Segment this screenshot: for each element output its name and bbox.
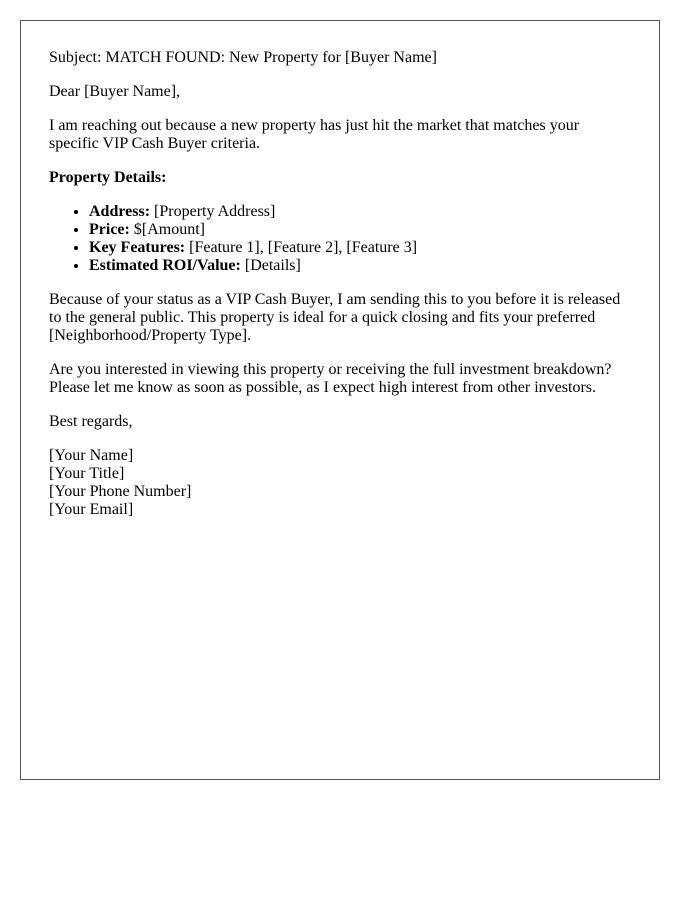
- detail-value: [Property Address]: [150, 203, 276, 220]
- signature-name: [Your Name]: [49, 447, 134, 464]
- detail-label: Address:: [89, 203, 151, 220]
- signature-title: [Your Title]: [49, 465, 125, 482]
- detail-item-address: [89, 203, 631, 221]
- letter-intro: I am reaching out because a new property has just hit the market that matches your specific VIP Cash Buyer criteria.: [49, 117, 580, 152]
- detail-item-price: [89, 221, 631, 239]
- letter-closing: Best regards,: [49, 413, 133, 430]
- signature-block: [49, 447, 631, 519]
- detail-value: [Feature 1], [Feature 2], [Feature 3]: [185, 239, 418, 256]
- property-details-heading: Property Details:: [49, 169, 167, 186]
- detail-item-key-features: [89, 239, 631, 257]
- letter-frame: [20, 20, 660, 780]
- signature-phone: [Your Phone Number]: [49, 483, 192, 500]
- letter-subject: Subject: MATCH FOUND: New Property for [Buyer Name]: [49, 49, 437, 66]
- signature-email: [Your Email]: [49, 501, 134, 518]
- detail-label: Price:: [89, 221, 130, 238]
- detail-item-estimated-roi: [89, 257, 631, 275]
- property-details-list: [49, 203, 631, 275]
- letter-body-status: Because of your status as a VIP Cash Buyer, I am sending this to you before it is released to the general public. This property is ideal for a quick closing and fits your preferred [Neighborhood/Property Type].: [49, 291, 621, 344]
- detail-label: Key Features:: [89, 239, 186, 256]
- letter-salutation: Dear [Buyer Name],: [49, 83, 181, 100]
- detail-value: [Details]: [240, 257, 301, 274]
- letter-body-interest: Are you interested in viewing this property or receiving the full investment breakdown? Please let me know as soon as possible, as I expect high interest from other investors.: [49, 361, 612, 396]
- detail-value: $[Amount]: [129, 221, 205, 238]
- detail-label: Estimated ROI/Value:: [89, 257, 241, 274]
